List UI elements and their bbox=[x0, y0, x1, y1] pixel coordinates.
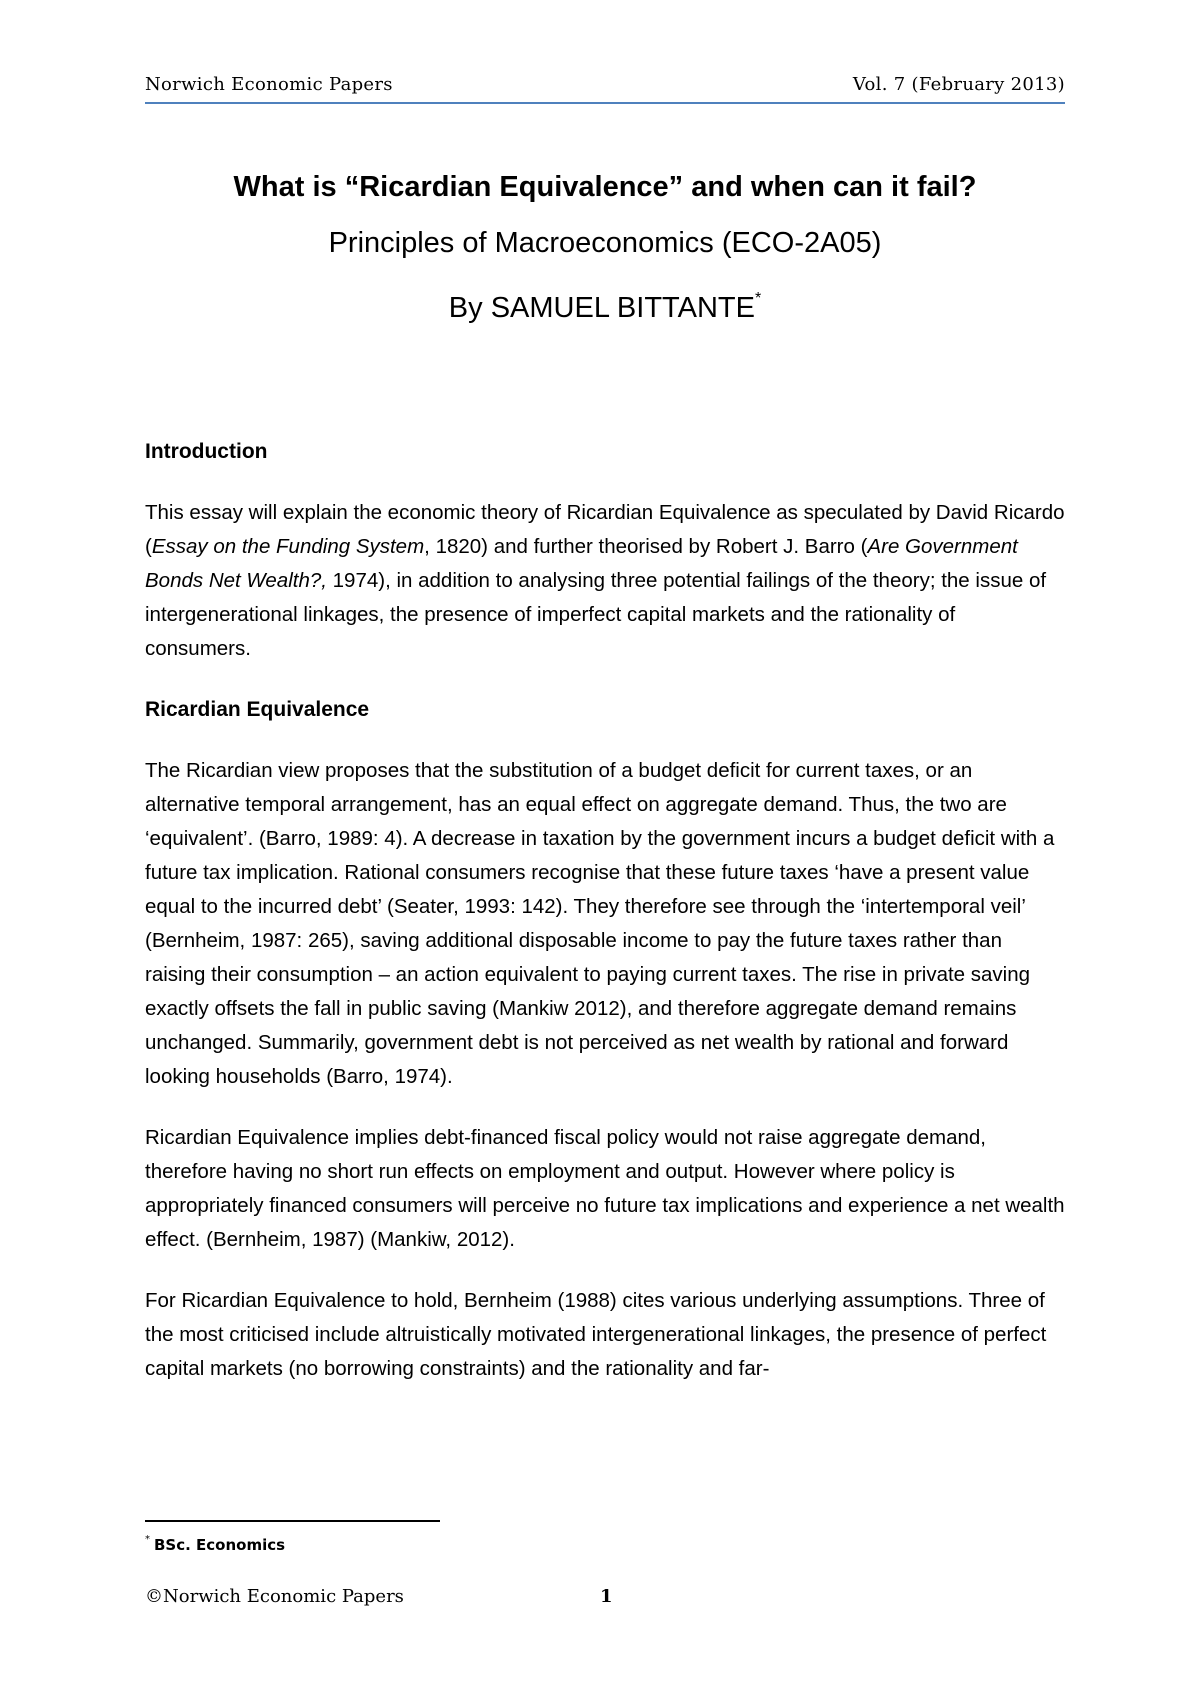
paper-title: What is “Ricardian Equivalence” and when can it fail? bbox=[233, 171, 977, 203]
footnote-mark: * bbox=[145, 1534, 150, 1545]
running-header bbox=[145, 70, 1065, 104]
footnote-rule bbox=[145, 1520, 440, 1522]
footnote-text: BSc. Economics bbox=[154, 1536, 286, 1554]
volume-info: Vol. 7 (February 2013) bbox=[852, 74, 1065, 95]
title-block bbox=[145, 165, 1065, 330]
section-heading-ricardian-equivalence: Ricardian Equivalence bbox=[145, 698, 370, 721]
footer-copyright: ©Norwich Economic Papers bbox=[145, 1586, 404, 1607]
author-name: By SAMUEL BITTANTE bbox=[448, 292, 755, 324]
italic-title-ricardo: Essay on the Funding System bbox=[151, 535, 425, 558]
journal-name: Norwich Economic Papers bbox=[145, 74, 393, 95]
re-paragraph-1: The Ricardian view proposes that the substitution of a budget deficit for current taxes, or an alternative temporal arrangement, has an equal effect on aggregate demand. Thus, the two are ‘equivalent’. (Barro, 1989: 4). A decrease in taxation by the government incurs a budget deficit with a future tax implication. Rational consumers recognise that these future taxes ‘have a present value equal to the incurred debt’ (Seater, 1993: 142). They therefore see through the ‘intertemporal veil’ (Bernheim, 1987: 265), saving additional disposable income to pay the future taxes rather than raising their consumption – an action equivalent to paying current taxes. The rise in private saving exactly offsets the fall in public saving (Mankiw 2012), and therefore aggregate demand remains unchanged. Summarily, government debt is not perceived as net wealth by rational and forward looking households (Barro, 1974). bbox=[145, 759, 1055, 1088]
text-run: This essay will explain the economic theory of Ricardian Equivalence as speculated by David Ricardo ( bbox=[145, 501, 1065, 558]
re-paragraph-2: Ricardian Equivalence implies debt-financed fiscal policy would not raise aggregate demand, therefore having no short run effects on employment and output. However where policy is appropriately financed consumers will perceive no future tax implications and experience a net wealth effect. (Bernheim, 1987) (Mankiw, 2012). bbox=[145, 1126, 1065, 1251]
text-run: , 1820) and further theorised by Robert J. Barro ( bbox=[424, 535, 868, 558]
course-subtitle: Principles of Macroeconomics (ECO-2A05) bbox=[328, 227, 882, 259]
author-byline bbox=[145, 277, 1065, 330]
footnote bbox=[145, 1534, 285, 1554]
intro-paragraph bbox=[145, 496, 1065, 666]
italic-title-barro: Are Government Bonds Net Wealth?, bbox=[145, 535, 1018, 592]
body-text bbox=[145, 435, 1065, 1413]
section-heading-introduction: Introduction bbox=[145, 440, 268, 463]
author-footnote-mark: * bbox=[754, 290, 762, 307]
text-run: 1974), in addition to analysing three potential failings of the theory; the issue of intergenerational linkages, the presence of imperfect capital markets and the rationality of consumers. bbox=[145, 569, 1047, 660]
page-number: 1 bbox=[600, 1586, 613, 1607]
re-paragraph-3: For Ricardian Equivalence to hold, Bernheim (1988) cites various underlying assumptions. Three of the most criticised include altruistically motivated intergenerational linkages, the presence of perfect capital markets (no borrowing constraints) and the rationality and far- bbox=[145, 1289, 1047, 1380]
